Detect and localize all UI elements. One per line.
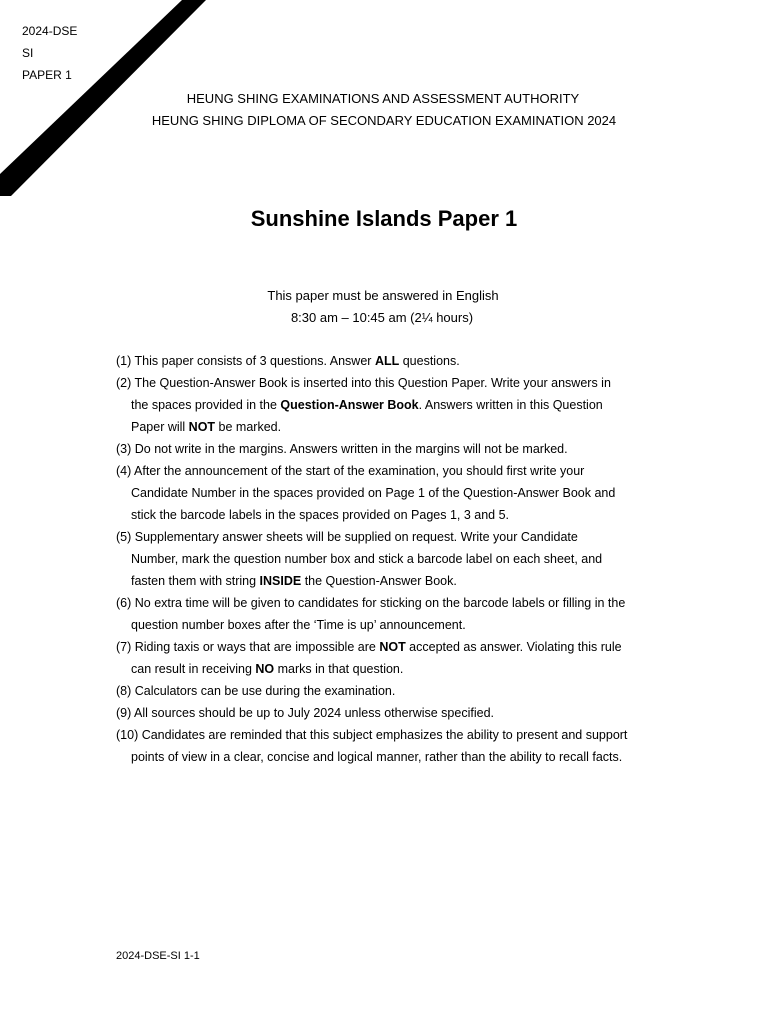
instruction-text: (9) All sources should be up to July 2024 unless otherwise specified. [116,706,494,720]
instruction-emphasis: NO [255,662,275,676]
exam-name: HEUNG SHING DIPLOMA OF SECONDARY EDUCATION EXAMINATION 2024 [151,113,617,128]
instruction-emphasis: NOT [188,420,216,434]
instruction-item [116,372,676,438]
instruction-text: (10) Candidates are reminded that this subject emphasizes the ability to present and support [116,728,628,742]
page-title: Sunshine Islands Paper 1 [250,206,518,231]
instruction-item [116,724,676,768]
instruction-text: (5) Supplementary answer sheets will be supplied on request. Write your Candidate [116,530,578,544]
instruction-text: . Answers written in this Question [418,398,603,412]
language-note: This paper must be answered in English [267,288,499,303]
instruction-emphasis: NOT [379,640,406,654]
instruction-text: questions. [399,354,460,368]
instruction-text: (6) No extra time will be given to candidates for sticking on the barcode labels or filling in the [116,596,626,610]
instruction-text: (2) The Question-Answer Book is inserted into this Question Paper. Write your answers in [116,376,611,390]
corner-label-year: 2024-DSE [22,24,78,38]
authority-name: HEUNG SHING EXAMINATIONS AND ASSESSMENT AUTHORITY [186,91,580,106]
page-footer-code: 2024-DSE-SI 1-1 [116,950,200,962]
instruction-text: Candidate Number in the spaces provided on Page 1 of the Question-Answer Book and [131,486,616,500]
instruction-text: Paper will [131,420,189,434]
corner-label-subject: SI [22,46,34,60]
instruction-item [116,680,676,702]
instruction-item [116,526,676,592]
instruction-text: fasten them with string [131,574,260,588]
instruction-text: points of view in a clear, concise and logical manner, rather than the ability to recall facts. [131,750,623,764]
instruction-text: Number, mark the question number box and stick a barcode label on each sheet, and [131,552,603,566]
instruction-emphasis: INSIDE [259,574,302,588]
instruction-text: (7) Riding taxis or ways that are impossible are [116,640,380,654]
instruction-text: question number boxes after the ‘Time is up’ announcement. [131,618,466,632]
instruction-item [116,460,676,526]
instruction-item [116,350,676,372]
instruction-text: the spaces provided in the [131,398,281,412]
instruction-text: stick the barcode labels in the spaces provided on Pages 1, 3 and 5. [131,508,510,522]
instruction-text: (4) After the announcement of the start of the examination, you should first write your [116,464,585,478]
instruction-emphasis: ALL [374,354,400,368]
instruction-text: can result in receiving [131,662,256,676]
exam-time: 8:30 am – 10:45 am (2¼ hours) [290,310,474,325]
instruction-item [116,636,676,680]
instruction-text: (1) This paper consists of 3 questions. Answer [116,354,375,368]
instruction-emphasis: Question-Answer Book [280,398,419,412]
instruction-text: be marked. [215,420,282,434]
instructions-list [116,350,676,768]
instruction-item [116,592,676,636]
instruction-text: marks in that question. [274,662,404,676]
instruction-text: the Question-Answer Book. [301,574,457,588]
instruction-text: (3) Do not write in the margins. Answers written in the margins will not be marked. [116,442,568,456]
instruction-text: (8) Calculators can be use during the examination. [116,684,396,698]
instruction-item [116,702,676,724]
instruction-item [116,438,676,460]
instruction-text: accepted as answer. Violating this rule [405,640,622,654]
corner-label-paper: PAPER 1 [22,68,72,82]
